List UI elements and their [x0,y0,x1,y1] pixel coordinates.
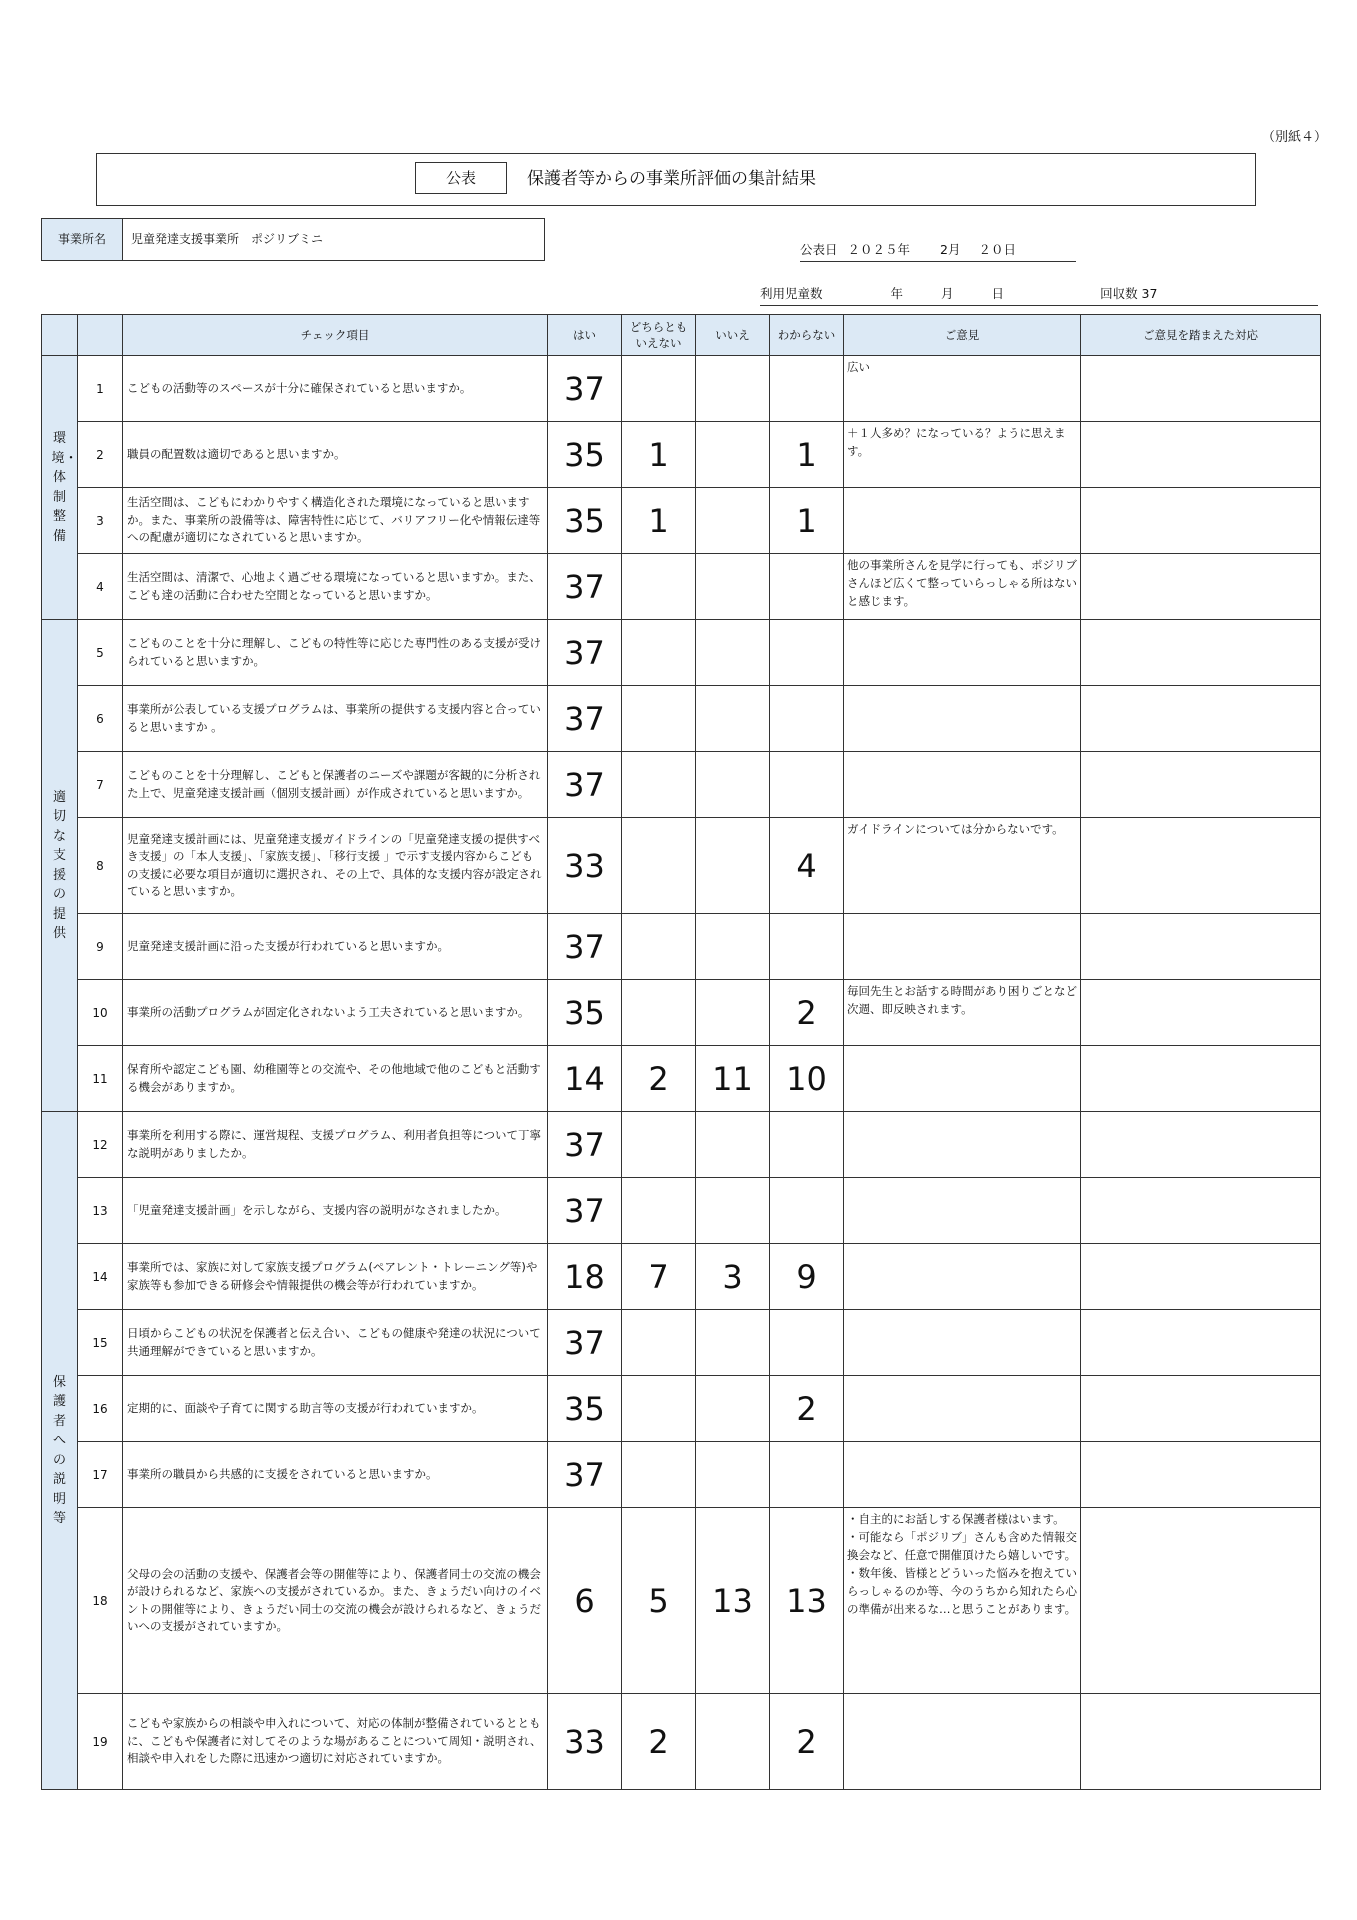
count-yes: 6 [548,1508,622,1694]
count-yes: 35 [548,488,622,554]
opinion-text: ガイドラインについては分からないです。 [844,818,1081,914]
count-no: 3 [696,1244,770,1310]
category-label: 環境・体制整備 [51,431,78,544]
table-row [42,1694,1321,1790]
count-yes: 35 [548,1376,622,1442]
opinion-text [844,1694,1081,1790]
count-unknown: 13 [770,1508,844,1694]
count-neutral [622,914,696,980]
question-text: こどもの活動等のスペースが十分に確保されていると思いますか。 [123,356,548,422]
count-neutral [622,1310,696,1376]
response-text [1081,620,1321,686]
row-number: 1 [78,356,123,422]
question-text: 定期的に、面談や子育てに関する助言等の支援が行われていますか。 [123,1376,548,1442]
count-yes: 33 [548,1694,622,1790]
table-row [42,488,1321,554]
publish-date-label: 公表日 [800,242,838,257]
response-text [1081,1508,1321,1694]
count-yes: 35 [548,980,622,1046]
category-label: 適切な支援の提供 [52,789,66,941]
header-unknown: わからない [770,315,844,356]
count-yes: 37 [548,620,622,686]
response-text [1081,554,1321,620]
count-no [696,1310,770,1376]
row-number: 13 [78,1178,123,1244]
table-row [42,1442,1321,1508]
count-no [696,752,770,818]
response-text [1081,914,1321,980]
count-unknown [770,1310,844,1376]
count-neutral [622,818,696,914]
count-no [696,1442,770,1508]
count-yes: 37 [548,356,622,422]
count-yes: 37 [548,752,622,818]
count-yes: 14 [548,1046,622,1112]
facility-name: 児童発達支援事業所 ポジリブミニ [131,232,324,246]
count-neutral [622,1178,696,1244]
count-neutral [622,1112,696,1178]
count-no [696,422,770,488]
opinion-text [844,488,1081,554]
count-neutral: 1 [622,488,696,554]
count-unknown [770,914,844,980]
user-count-label: 利用児童数 [760,286,823,301]
response-text [1081,686,1321,752]
category-cell [42,620,78,1112]
table-row [42,686,1321,752]
table-row [42,1244,1321,1310]
count-no: 13 [696,1508,770,1694]
facility-label: 事業所名 [42,219,123,260]
question-text: こどものことを十分理解し、こどもと保護者のニーズや課題が客観的に分析された上で、児童発達支援計画（個別支援計画）が作成されていると思いますか。 [123,752,548,818]
table-row [42,356,1321,422]
count-neutral: 2 [622,1694,696,1790]
count-unknown [770,1442,844,1508]
row-number: 6 [78,686,123,752]
row-number: 7 [78,752,123,818]
question-text: 児童発達支援計画には、児童発達支援ガイドラインの「児童発達支援の提供すべき支援」の「本人支援」、「家族支援」、「移行支援 」で示す支援内容からこどもの支援に必要な項目が適切に選択され、その上で、具体的な支援内容が設定されていると思いますか。 [123,818,548,914]
table-row [42,818,1321,914]
question-text: こどもや家族からの相談や申入れについて、対応の体制が整備されているとともに、こどもや保護者に対してそのような場があることについて周知・説明され、相談や申入れをした際に迅速かつ適切に対応されていますか。 [123,1694,548,1790]
row-number: 11 [78,1046,123,1112]
publish-badge: 公表 [415,162,507,194]
facility-box [41,218,545,261]
opinion-text [844,686,1081,752]
header-opinion: ご意見 [844,315,1081,356]
count-no [696,554,770,620]
count-yes: 37 [548,1178,622,1244]
title-box [96,153,1256,206]
user-count-line [760,284,1318,306]
header-yes: はい [548,315,622,356]
category-cell [42,1112,78,1790]
count-yes: 33 [548,818,622,914]
category-label: 保護者への説明等 [52,1374,66,1526]
count-yes: 37 [548,686,622,752]
user-count-day: 日 [991,286,1005,301]
count-no [696,488,770,554]
row-number: 9 [78,914,123,980]
table-row [42,1112,1321,1178]
row-number: 19 [78,1694,123,1790]
count-unknown [770,620,844,686]
opinion-text [844,914,1081,980]
count-yes: 37 [548,554,622,620]
count-unknown: 2 [770,1694,844,1790]
opinion-text: 広い [844,356,1081,422]
opinion-text [844,1310,1081,1376]
annex-label: （別紙４） [1262,130,1328,145]
response-text [1081,1442,1321,1508]
opinion-text [844,1244,1081,1310]
response-text [1081,1046,1321,1112]
count-neutral: 5 [622,1508,696,1694]
row-number: 17 [78,1442,123,1508]
count-neutral: 1 [622,422,696,488]
response-text [1081,1310,1321,1376]
row-number: 2 [78,422,123,488]
count-unknown [770,1178,844,1244]
table-row [42,1310,1321,1376]
opinion-text: ・自主的にお話しする保護者様はいます。 ・可能なら「ポジリブ」さんも含めた情報交換会など、任意で開催頂けたら嬉しいです。 ・数年後、皆様とどういった悩みを抱えていらっしゃるのか等、今のうちから知れたら心の準備が出来るな…と思うことがあります。 [844,1508,1081,1694]
response-text [1081,1244,1321,1310]
row-number: 12 [78,1112,123,1178]
question-text: 日頃からこどもの状況を保護者と伝え合い、こどもの健康や発達の状況について共通理解ができていると思いますか。 [123,1310,548,1376]
count-unknown: 1 [770,422,844,488]
question-text: 「児童発達支援計画」を示しながら、支援内容の説明がなされましたか。 [123,1178,548,1244]
count-no [696,356,770,422]
table-body [42,356,1321,1790]
count-neutral [622,752,696,818]
table-row [42,620,1321,686]
question-text: 父母の会の活動の支援や、保護者会等の開催等により、保護者同士の交流の機会が設けられるなど、家族への支援がされているか。また、きょうだい向けのイベントの開催等により、きょうだい同士の交流の機会が設けられるなど、きょうだいへの支援がされていますか。 [123,1508,548,1694]
count-no [696,686,770,752]
response-text [1081,1178,1321,1244]
count-unknown: 1 [770,488,844,554]
count-no [696,914,770,980]
question-text: 事業所では、家族に対して家族支援プログラム(ペアレント・トレーニング等)や家族等も参加できる研修会や情報提供の機会等が行われていますか。 [123,1244,548,1310]
row-number: 14 [78,1244,123,1310]
page-title: 保護者等からの事業所評価の集計結果 [527,169,816,189]
response-text [1081,1694,1321,1790]
row-number: 3 [78,488,123,554]
count-no [696,980,770,1046]
table-header [42,315,1321,356]
question-text: 事業所の活動プログラムが固定化されないよう工夫されていると思いますか。 [123,980,548,1046]
count-unknown: 10 [770,1046,844,1112]
question-text: 事業所が公表している支援プログラムは、事業所の提供する支援内容と合っていると思いますか 。 [123,686,548,752]
count-no [696,1376,770,1442]
question-text: 事業所を利用する際に、運営規程、支援プログラム、利用者負担等について丁寧な説明がありましたか。 [123,1112,548,1178]
count-yes: 18 [548,1244,622,1310]
user-count-year: 年 [890,286,904,301]
header-blank-no [78,315,123,356]
opinion-text: 他の事業所さんを見学に行っても、ポジリブさんほど広くて整っていらっしゃる所はないと感じます。 [844,554,1081,620]
question-text: 生活空間は、こどもにわかりやすく構造化された環境になっていると思いますか。また、事業所の設備等は、障害特性に応じて、バリアフリー化や情報伝達等への配慮が適切になされていると思いますか。 [123,488,548,554]
table-row [42,1508,1321,1694]
count-neutral [622,1376,696,1442]
publish-month: 2月 [940,242,961,257]
table-row [42,422,1321,488]
count-neutral [622,356,696,422]
row-number: 5 [78,620,123,686]
response-text [1081,1376,1321,1442]
count-unknown: 4 [770,818,844,914]
opinion-text [844,1442,1081,1508]
opinion-text [844,1046,1081,1112]
table-row [42,980,1321,1046]
count-yes: 37 [548,1112,622,1178]
count-yes: 37 [548,1442,622,1508]
count-no [696,620,770,686]
publish-day: ２０日 [978,242,1016,257]
opinion-text [844,1112,1081,1178]
count-unknown: 2 [770,1376,844,1442]
header-response: ご意見を踏まえた対応 [1081,315,1321,356]
count-no [696,1694,770,1790]
count-neutral [622,1442,696,1508]
opinion-text [844,1178,1081,1244]
opinion-text: ＋１人多め？になっている？ように思えます。 [844,422,1081,488]
table-row [42,1376,1321,1442]
opinion-text [844,1376,1081,1442]
question-text: 生活空間は、清潔で、心地よく過ごせる環境になっていると思いますか。また、こども達の活動に合わせた空間となっていると思いますか。 [123,554,548,620]
question-text: 事業所の職員から共感的に支援をされていると思いますか。 [123,1442,548,1508]
count-unknown: 9 [770,1244,844,1310]
opinion-text: 毎回先生とお話する時間があり困りごとなど次週、即反映されます。 [844,980,1081,1046]
header-blank-cat [42,315,78,356]
count-yes: 35 [548,422,622,488]
response-text [1081,488,1321,554]
question-text: 児童発達支援計画に沿った支援が行われていると思いますか。 [123,914,548,980]
header-neutral: どちらとも いえない [622,315,696,356]
count-unknown [770,752,844,818]
response-text [1081,422,1321,488]
response-text [1081,1112,1321,1178]
header-no: いいえ [696,315,770,356]
count-yes: 37 [548,1310,622,1376]
header-item: チェック項目 [123,315,548,356]
publish-date [800,240,1076,262]
count-unknown [770,1112,844,1178]
response-text [1081,356,1321,422]
response-text [1081,752,1321,818]
row-number: 8 [78,818,123,914]
evaluation-table [41,314,1321,1790]
response-text [1081,818,1321,914]
question-text: 職員の配置数は適切であると思いますか。 [123,422,548,488]
count-no: 11 [696,1046,770,1112]
user-count-month: 月 [941,286,954,301]
count-unknown [770,356,844,422]
table-row [42,752,1321,818]
row-number: 15 [78,1310,123,1376]
response-text [1081,980,1321,1046]
count-neutral [622,620,696,686]
table-row [42,914,1321,980]
response-count: 回収数 37 [1100,286,1158,301]
table-row [42,1046,1321,1112]
row-number: 10 [78,980,123,1046]
count-neutral [622,554,696,620]
opinion-text [844,752,1081,818]
publish-year: ２０２５年 [847,242,911,257]
question-text: こどものことを十分に理解し、こどもの特性等に応じた専門性のある支援が受けられていると思いますか。 [123,620,548,686]
row-number: 4 [78,554,123,620]
count-no [696,818,770,914]
table-row [42,1178,1321,1244]
count-neutral [622,686,696,752]
opinion-text [844,620,1081,686]
table-row [42,554,1321,620]
category-cell [42,356,78,620]
count-unknown [770,554,844,620]
count-no [696,1178,770,1244]
count-neutral [622,980,696,1046]
question-text: 保育所や認定こども園、幼稚園等との交流や、その他地域で他のこどもと活動する機会がありますか。 [123,1046,548,1112]
count-neutral: 7 [622,1244,696,1310]
row-number: 18 [78,1508,123,1694]
count-neutral: 2 [622,1046,696,1112]
count-unknown [770,686,844,752]
row-number: 16 [78,1376,123,1442]
count-no [696,1112,770,1178]
count-unknown: 2 [770,980,844,1046]
count-yes: 37 [548,914,622,980]
